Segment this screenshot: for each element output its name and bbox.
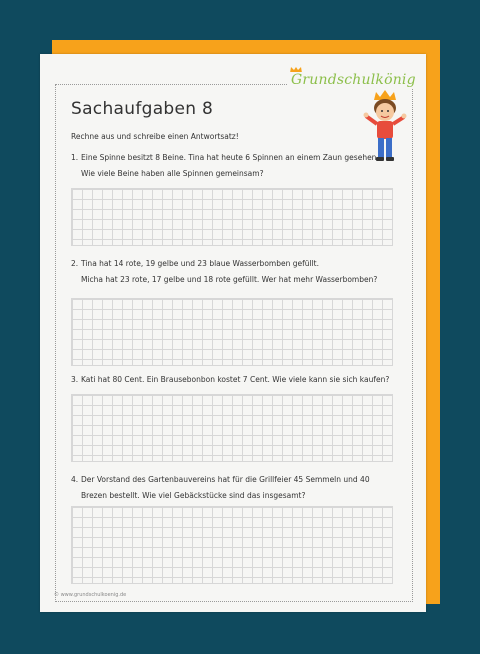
copyright-footer: © www.grundschulkoenig.de	[54, 592, 127, 598]
task-text-line-1: Tina hat 14 rote, 19 gelbe und 23 blaue Wasserbomben gefüllt.	[81, 259, 319, 268]
task-3	[71, 372, 389, 388]
answer-grid-1[interactable]	[71, 188, 393, 246]
task-text-line-2: Wie viele Beine haben alle Spinnen gemeinsam?	[81, 168, 264, 178]
task-number: 4.	[71, 475, 79, 484]
answer-grid-3[interactable]	[71, 394, 393, 462]
task-number: 3.	[71, 375, 79, 384]
task-2	[71, 256, 377, 287]
brand-logo-text: Grundschulkönig	[288, 72, 419, 88]
instruction-text: Rechne aus und schreibe einen Antwortsatz!	[71, 132, 239, 141]
task-text-line-1: Kati hat 80 Cent. Ein Brausebonbon kostet 7 Cent. Wie viele kann sie sich kaufen?	[81, 375, 390, 384]
task-4	[71, 472, 370, 503]
task-number: 2.	[71, 259, 79, 268]
worksheet-title: Sachaufgaben 8	[71, 99, 214, 119]
answer-grid-4[interactable]	[71, 506, 393, 584]
task-text-line-2: Brezen bestellt. Wie viel Gebäckstücke sind das insgesamt?	[81, 490, 306, 500]
task-text-line-1: Eine Spinne besitzt 8 Beine. Tina hat heute 6 Spinnen an einem Zaun gesehen.	[81, 153, 379, 162]
task-number: 1.	[71, 153, 79, 162]
worksheet-page	[40, 54, 426, 612]
answer-grid-2[interactable]	[71, 298, 393, 366]
task-text-line-2: Micha hat 23 rote, 17 gelbe und 18 rote gefüllt. Wer hat mehr Wasserbomben?	[81, 274, 378, 284]
task-text-line-1: Der Vorstand des Gartenbauvereins hat für die Grillfeier 45 Semmeln und 40	[81, 475, 370, 484]
task-1	[71, 150, 379, 181]
